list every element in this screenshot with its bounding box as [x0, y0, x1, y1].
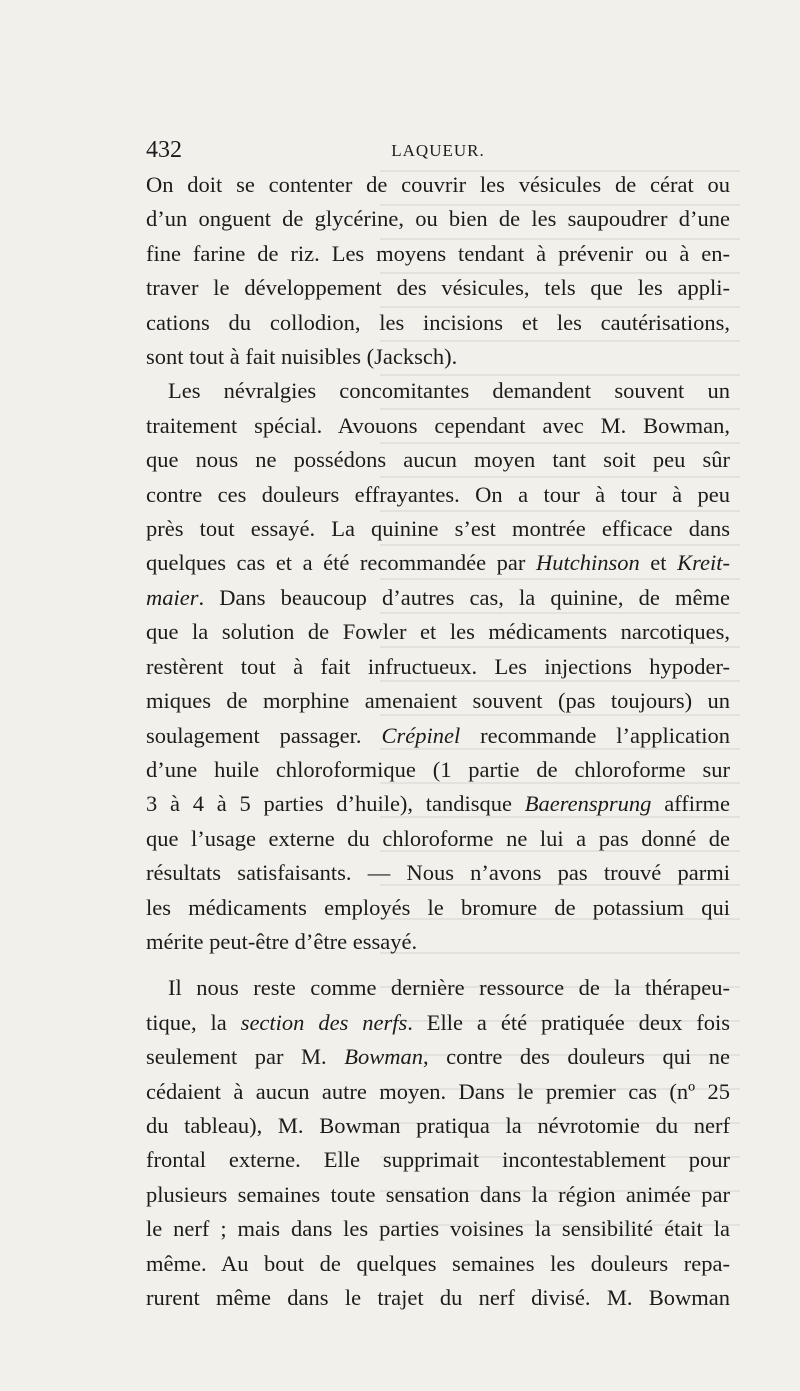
author-name: Hutchinson — [535, 550, 640, 576]
text-line: cédaient à aucun autre moyen. Dans le premier cas (nº 25 — [146, 1078, 730, 1104]
text-run: seulement par M. — [146, 1044, 345, 1070]
text-line — [146, 546, 730, 580]
text-line: contre ces douleurs effrayantes. On a tour à tour à peu — [146, 481, 730, 507]
text-line — [146, 1006, 730, 1040]
text-line: On doit se contenter de couvrir les vésicules de cérat ou — [146, 172, 730, 197]
text-line: que nous ne possédons aucun moyen tant soit peu sûr — [146, 447, 730, 473]
emphasis-term: section des nerfs — [240, 1009, 408, 1035]
text-line: plusieurs semaines toute sensation dans la région animée par — [146, 1181, 730, 1207]
running-head: LAQUEUR. — [391, 141, 485, 160]
text-line: les médicaments employés le bromure de potassium qui — [146, 894, 730, 920]
text-line: que l’usage externe du chloroforme ne lui a pas donné de — [146, 825, 730, 851]
body-text — [146, 168, 730, 1315]
author-name: Crépinel — [381, 722, 461, 748]
text-line: près tout essayé. La quinine s’est montrée efficace dans — [146, 516, 730, 542]
text-line: même. Au bout de quelques semaines les douleurs repa- — [146, 1250, 730, 1276]
text-line: miques de morphine amenaient souvent (pas toujours) un — [146, 688, 730, 714]
text-run: 3 à 4 à 5 parties d’huile), tandisque — [146, 791, 525, 817]
text-line: traitement spécial. Avouons cependant avec M. Bowman, — [146, 412, 730, 438]
page-header — [146, 135, 730, 165]
text-line: restèrent tout à fait infructueux. Les injections hypoder- — [146, 653, 730, 679]
text-line: Il nous reste comme dernière ressource de la thérapeu- — [168, 975, 730, 1001]
text-line: traver le développement des vésicules, tels que les appli- — [146, 275, 730, 301]
paragraph-2 — [146, 374, 730, 959]
text-line: mérite peut-être d’être essayé. — [146, 928, 418, 954]
text-run: quelques cas et a été recommandée par — [146, 550, 536, 576]
text-line — [146, 581, 730, 615]
text-run: , contre des douleurs qui ne — [422, 1044, 730, 1070]
text-line: le nerf ; mais dans les parties voisines la sensibilité était la — [146, 1216, 730, 1242]
text-run: . Elle a été pratiquée deux fois — [407, 1009, 730, 1035]
author-name: Baerensprung — [524, 791, 652, 817]
text-line: Les névralgies concomitantes demandent souvent un — [168, 378, 730, 404]
text-line — [146, 1040, 730, 1074]
page-number: 432 — [146, 137, 182, 163]
text-run: affirme — [651, 791, 730, 817]
text-line — [146, 787, 730, 821]
author-name: Bowman — [344, 1044, 423, 1070]
text-line: que la solution de Fowler et les médicaments narcotiques, — [146, 619, 730, 645]
text-line: sont tout à fait nuisibles (Jacksch). — [146, 344, 458, 370]
text-line: d’une huile chloroformique (1 partie de chloroforme sur — [146, 756, 730, 782]
text-line — [146, 719, 730, 753]
text-line: fine farine de riz. Les moyens tendant à prévenir ou à en- — [146, 240, 730, 266]
author-name: Kreit- — [677, 550, 730, 576]
paragraph-3 — [146, 971, 730, 1315]
text-run: . Dans beaucoup d’autres cas, la quinine, de même — [198, 584, 730, 610]
text-line: du tableau), M. Bowman pratiqua la névrotomie du nerf — [146, 1112, 730, 1138]
paragraph-1 — [146, 168, 730, 374]
text-run: soulagement passager. — [146, 722, 382, 748]
text-line: rurent même dans le trajet du nerf divisé. M. Bowman — [146, 1285, 730, 1310]
text-line: d’un onguent de glycérine, ou bien de les saupoudrer d’une — [146, 206, 730, 232]
text-run: recommande l’application — [460, 722, 730, 748]
text-line: frontal externe. Elle supprimait incontestablement pour — [146, 1147, 730, 1173]
text-run: tique, la — [146, 1009, 241, 1035]
author-name: maier — [146, 584, 199, 610]
text-line: résultats satisfaisants. — Nous n’avons pas trouvé parmi — [146, 860, 730, 886]
text-line: cations du collodion, les incisions et les cautérisations, — [146, 309, 730, 335]
text-run: et — [639, 550, 678, 576]
